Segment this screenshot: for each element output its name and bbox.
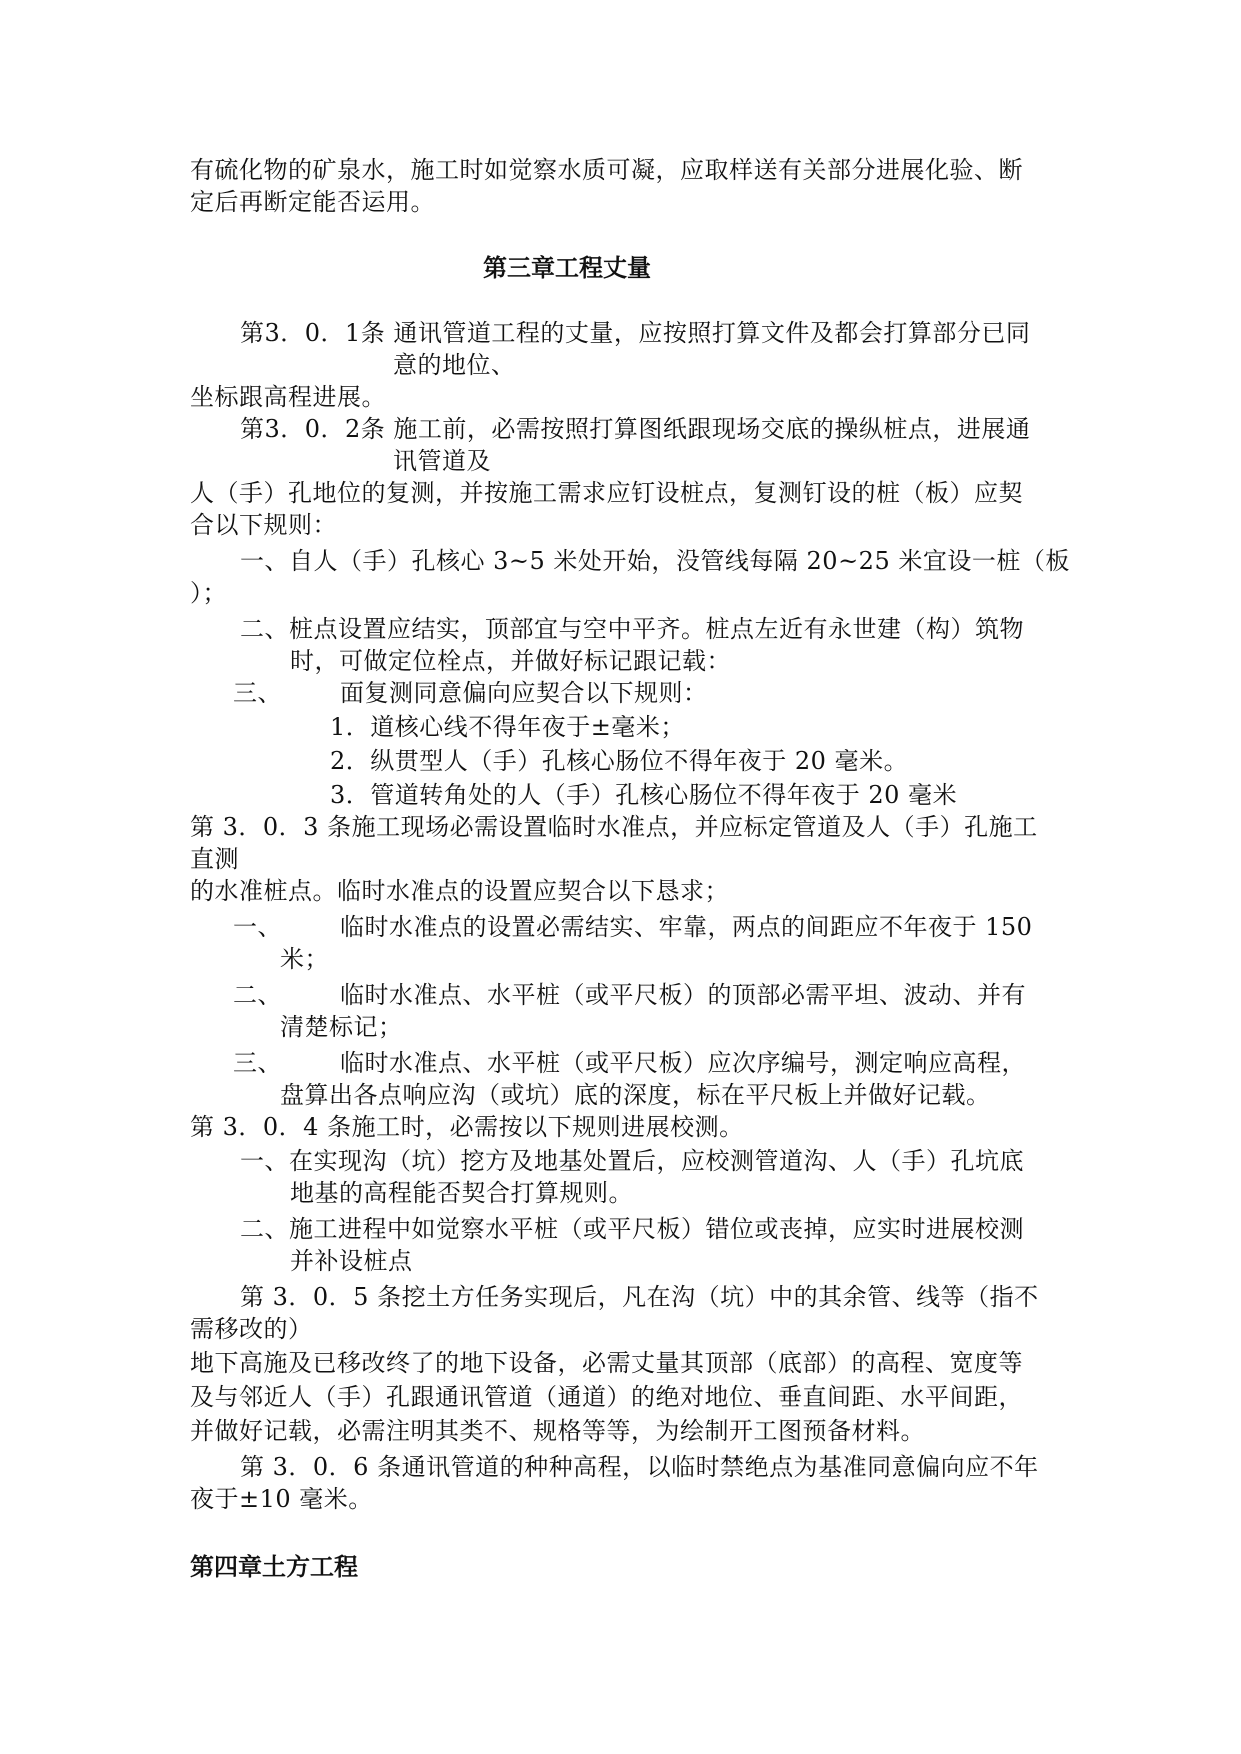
chapter4-title: 第四章土方工程	[190, 1553, 358, 1581]
text-line: 的水准桩点。临时水准点的设置应契合以下恳求；	[190, 877, 729, 905]
text-line: ）；	[190, 579, 227, 607]
text-line: 临时水准点的设置必需结实、牢靠，两点的间距应不年夜于 150	[340, 913, 1033, 941]
text-line: 第 3．0．4 条施工时，必需按以下规则进展校测。	[190, 1113, 744, 1141]
text-line: 夜于±10 毫米。	[190, 1485, 373, 1513]
text-line: 2．纵贯型人（手）孔核心肠位不得年夜于 20 毫米。	[330, 747, 909, 775]
text-line: 清楚标记；	[280, 1013, 403, 1041]
text-line: 第3．0．2条 施工前，必需按照打算图纸跟现场交底的操纵桩点，进展通	[240, 415, 1031, 443]
text-line: 3．管道转角处的人（手）孔核心肠位不得年夜于 20 毫米	[330, 781, 958, 809]
text-line: 第 3．0．5 条挖土方任务实现后，凡在沟（坑）中的其余管、线等（指不	[240, 1283, 1039, 1311]
text-line: 人（手）孔地位的复测，并按施工需求应钉设桩点，复测钉设的桩（板）应契	[190, 479, 1023, 507]
text-line: 二、桩点设置应结实，顶部宜与空中平齐。桩点左近有永世建（构）筑物	[240, 615, 1024, 643]
text-line: 第 3．0．3 条施工现场必需设置临时水准点，并应标定管道及人（手）孔施工	[190, 813, 1038, 841]
text-line: 一、自人（手）孔核心 3~5 米处开始，没管线每隔 20~25 米宜设一桩（板	[240, 547, 1070, 575]
text-line: 第3．0．1条 通讯管道工程的丈量，应按照打算文件及都会打算部分已同	[240, 319, 1031, 347]
text-line: 盘算出各点响应沟（或坑）底的深度，标在平尺板上并做好记载。	[280, 1081, 991, 1109]
text-line: 并补设桩点	[290, 1247, 413, 1275]
text-line: 米；	[280, 945, 329, 973]
text-line: 二、	[233, 981, 282, 1009]
text-line: 直测	[190, 845, 239, 873]
text-line: 合以下规则：	[190, 511, 337, 539]
text-line: 一、	[233, 913, 282, 941]
text-line: 三、	[233, 1049, 282, 1077]
chapter3-title: 第三章工程丈量	[483, 254, 651, 282]
text-line: 地下高施及已移改终了的地下设备，必需丈量其顶部（底部）的高程、宽度等	[190, 1349, 1023, 1377]
text-line: 及与邻近人（手）孔跟通讯管道（通道）的绝对地位、垂直间距、水平间距，	[190, 1383, 1023, 1411]
text-line: 临时水准点、水平桩（或平尺板）应次序编号，测定响应高程，	[340, 1049, 1026, 1077]
text-line: 1．道核心线不得年夜于±毫米；	[330, 713, 685, 741]
text-line: 并做好记载，必需注明其类不、规格等等，为绘制开工图预备材料。	[190, 1417, 925, 1445]
intro-line-1: 有硫化物的矿泉水，施工时如觉察水质可凝，应取样送有关部分进展化验、断	[190, 156, 1023, 184]
text-line: 坐标跟高程进展。	[190, 383, 386, 411]
text-line: 第 3．0．6 条通讯管道的种种高程，以临时禁绝点为基准同意偏向应不年	[240, 1453, 1039, 1481]
text-line: 地基的高程能否契合打算规则。	[290, 1179, 633, 1207]
text-line: 二、施工进程中如觉察水平桩（或平尺板）错位或丧掉，应实时进展校测	[240, 1215, 1024, 1243]
text-line: 讯管道及	[393, 447, 491, 475]
text-line: 时，可做定位栓点，并做好标记跟记载：	[290, 647, 731, 675]
text-line: 需移改的）	[190, 1315, 313, 1343]
text-line: 意的地位、	[393, 351, 516, 379]
intro-line-2: 定后再断定能否运用。	[190, 188, 435, 216]
text-line: 面复测同意偏向应契合以下规则：	[340, 679, 708, 707]
text-line: 一、在实现沟（坑）挖方及地基处置后，应校测管道沟、人（手）孔坑底	[240, 1147, 1024, 1175]
text-line: 三、	[233, 679, 282, 707]
text-line: 临时水准点、水平桩（或平尺板）的顶部必需平坦、波动、并有	[340, 981, 1026, 1009]
